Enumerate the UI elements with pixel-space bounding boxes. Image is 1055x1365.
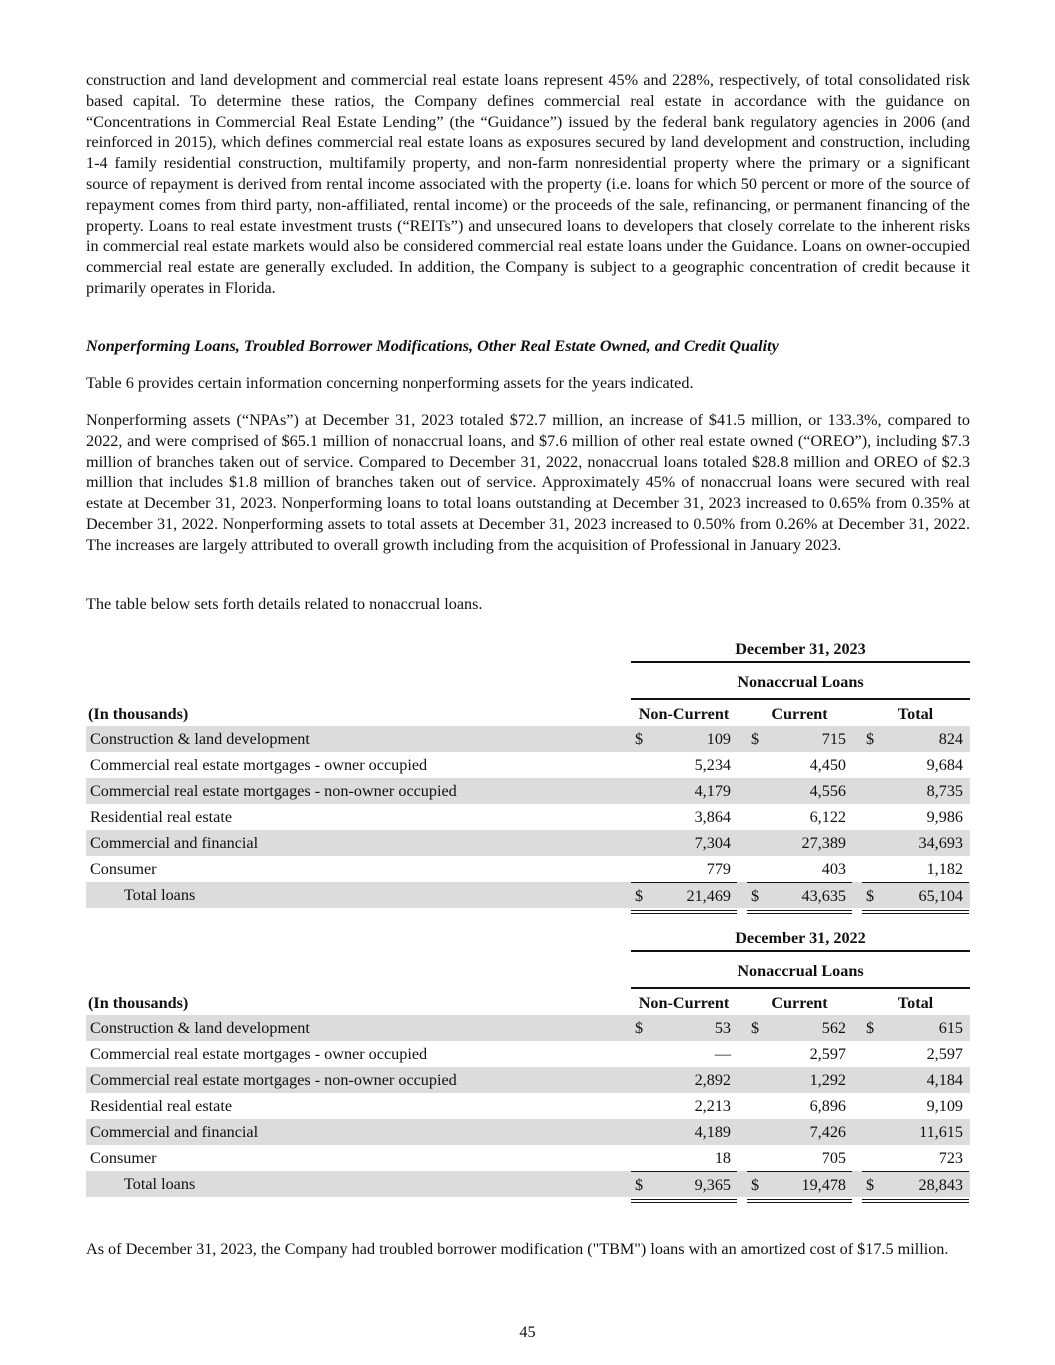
total-cell (862, 752, 969, 778)
non-current-cell (631, 1145, 737, 1171)
total-cell (862, 882, 969, 908)
current-cell (747, 830, 852, 856)
cell-value: 7,426 (809, 1123, 846, 1141)
total-cell (862, 1041, 969, 1067)
currency-symbol: $ (751, 887, 760, 905)
currency-symbol: $ (866, 1176, 875, 1194)
cell-value: 562 (821, 1019, 846, 1037)
unit-label: (In thousands) (88, 705, 189, 723)
table-row (86, 1093, 970, 1119)
non-current-cell (631, 1067, 737, 1093)
cell-value: 403 (821, 860, 846, 878)
cell-value: 2,597 (926, 1045, 963, 1063)
cell-value: 2,597 (809, 1045, 846, 1063)
row-label: Commercial real estate mortgages - non-owner occupied (90, 782, 457, 800)
current-cell (747, 1145, 852, 1171)
non-current-cell (631, 778, 737, 804)
table-row (86, 1015, 970, 1041)
table-body (86, 726, 970, 908)
current-cell (747, 1067, 852, 1093)
column-header-non-current: Non-Current (631, 702, 737, 728)
table-row (86, 1067, 970, 1093)
currency-symbol: $ (635, 887, 644, 905)
non-current-cell (631, 1119, 737, 1145)
cell-value: 4,189 (694, 1123, 731, 1141)
row-label: Residential real estate (90, 808, 233, 826)
total-cell (862, 726, 969, 752)
non-current-cell (631, 1015, 737, 1041)
cell-value: 723 (938, 1149, 963, 1167)
cell-value: 9,986 (926, 808, 963, 826)
table-total-row (86, 1171, 970, 1197)
column-header-current: Current (747, 991, 852, 1017)
row-label: Commercial real estate mortgages - owner occupied (90, 1045, 428, 1063)
non-current-cell (631, 726, 737, 752)
currency-symbol: $ (751, 1019, 760, 1037)
row-label: Commercial real estate mortgages - owner occupied (90, 756, 428, 774)
cell-value: 2,213 (694, 1097, 731, 1115)
non-current-cell (631, 830, 737, 856)
cell-value: 28,843 (918, 1176, 963, 1194)
cell-value: 53 (714, 1019, 731, 1037)
table-group-header: Nonaccrual Loans (631, 671, 970, 700)
non-current-cell (631, 882, 737, 908)
column-header-total: Total (862, 702, 969, 728)
current-cell (747, 778, 852, 804)
cell-value: 9,109 (926, 1097, 963, 1115)
row-label: Total loans (124, 1175, 196, 1193)
cell-value: 705 (821, 1149, 846, 1167)
row-label: Construction & land development (90, 1019, 310, 1037)
cell-value: 4,179 (694, 782, 731, 800)
cell-value: 11,615 (919, 1123, 963, 1141)
current-cell (747, 1119, 852, 1145)
row-label: Commercial and financial (90, 834, 259, 852)
column-header-non-current: Non-Current (631, 991, 737, 1017)
table-group-header: Nonaccrual Loans (631, 960, 970, 989)
table-period-header: December 31, 2022 (631, 926, 970, 952)
current-cell (747, 882, 852, 908)
current-cell (747, 856, 852, 882)
row-label: Consumer (90, 860, 157, 878)
total-cell (862, 804, 969, 830)
currency-symbol: $ (635, 1019, 644, 1037)
section-heading: Nonperforming Loans, Troubled Borrower Modifications, Other Real Estate Owned, and Credit Quality (86, 337, 779, 355)
currency-symbol: $ (866, 1019, 875, 1037)
table-column-headers (86, 991, 970, 1015)
total-cell (862, 1119, 969, 1145)
currency-symbol: $ (751, 730, 760, 748)
cell-value: 18 (714, 1149, 731, 1167)
cell-value: 65,104 (918, 887, 963, 905)
current-cell (747, 1041, 852, 1067)
table-row (86, 1119, 970, 1145)
table-total-row (86, 882, 970, 908)
cell-value: 824 (938, 730, 963, 748)
row-label: Construction & land development (90, 730, 310, 748)
paragraph-table6-intro: Table 6 provides certain information concerning nonperforming assets for the years indicated. (86, 374, 694, 392)
row-label: Residential real estate (90, 1097, 233, 1115)
table-period-header: December 31, 2023 (631, 637, 970, 663)
cell-value: 5,234 (694, 756, 731, 774)
cell-value: 21,469 (686, 887, 731, 905)
current-cell (747, 1015, 852, 1041)
total-cell (862, 1171, 969, 1197)
table-row (86, 778, 970, 804)
current-cell (747, 752, 852, 778)
row-label: Total loans (124, 886, 196, 904)
cell-value: 8,735 (926, 782, 963, 800)
row-label: Commercial and financial (90, 1123, 259, 1141)
paragraph-table-intro: The table below sets forth details related to nonaccrual loans. (86, 595, 483, 613)
cell-value: 9,684 (926, 756, 963, 774)
non-current-cell (631, 1171, 737, 1197)
non-current-cell (631, 1041, 737, 1067)
cell-value: 109 (706, 730, 731, 748)
cell-value: 34,693 (918, 834, 963, 852)
cell-value: 2,892 (694, 1071, 731, 1089)
cell-value: 9,365 (694, 1176, 731, 1194)
column-header-current: Current (747, 702, 852, 728)
current-cell (747, 804, 852, 830)
currency-symbol: $ (635, 1176, 644, 1194)
total-cell (862, 830, 969, 856)
current-cell (747, 726, 852, 752)
cell-value: 3,864 (694, 808, 731, 826)
row-label: Consumer (90, 1149, 157, 1167)
cell-value: 1,292 (809, 1071, 846, 1089)
total-cell (862, 778, 969, 804)
non-current-cell (631, 804, 737, 830)
cell-value: 715 (821, 730, 846, 748)
cell-value: 4,184 (926, 1071, 963, 1089)
currency-symbol: $ (751, 1176, 760, 1194)
total-cell (862, 856, 969, 882)
table-row (86, 752, 970, 778)
cell-value: 27,389 (801, 834, 846, 852)
cell-value: 19,478 (801, 1176, 846, 1194)
column-header-total: Total (862, 991, 969, 1017)
cell-value: 4,556 (809, 782, 846, 800)
unit-label: (In thousands) (88, 994, 189, 1012)
cell-value: 7,304 (694, 834, 731, 852)
paragraph-npa-summary: Nonperforming assets (“NPAs”) at December 31, 2023 totaled $72.7 million, an increase of $41.5 million, or 133.3%, compared to 2022, and were comprised of $65.1 million of nonaccrual loans, and $7.6 million of other real estate owned (“OREO”), including $7.3 million of branches taken out of service. Compared to December 31, 2022, nonaccrual loans totaled $28.8 million and OREO of $2.3 million that includes $1.8 million of branches taken out of service. Approximately 45% of nonaccrual loans were secured with real estate at December 31, 2023. Nonperforming loans to total loans outstanding at December 31, 2023 increased to 0.65% from 0.35% at December 31, 2022. Nonperforming assets to total assets at December 31, 2023 increased to 0.50% from 0.26% at December 31, 2022. The increases are largely attributed to overall growth including from the acquisition of Professional in January 2023. (86, 411, 970, 554)
cell-value: 6,896 (809, 1097, 846, 1115)
non-current-cell (631, 856, 737, 882)
cell-value: 43,635 (801, 887, 846, 905)
cell-value: 615 (938, 1019, 963, 1037)
current-cell (747, 1171, 852, 1197)
non-current-cell (631, 1093, 737, 1119)
table-row (86, 1145, 970, 1171)
cell-value: 4,450 (809, 756, 846, 774)
cell-value: 1,182 (926, 860, 963, 878)
table-row (86, 856, 970, 882)
paragraph-cre-concentration: construction and land development and commercial real estate loans represent 45% and 228%, respectively, of total consolidated risk based capital. To determine these ratios, the Company defines commercial real estate in accordance with the guidance on “Concentrations in Commercial Real Estate Lending” (the “Guidance”) issued by the federal bank regulatory agencies in 2006 (and reinforced in 2015), which defines commercial real estate loans as exposures secured by land development and construction, including 1-4 family residential construction, multifamily property, and non-farm nonresidential property where the primary or a significant source of repayment is derived from rental income associated with the property (i.e. loans for which 50 percent or more of the source of repayment comes from third party, non-affiliated, rental income) or the proceeds of the sale, refinancing, or permanent financing of the property. Loans to real estate investment trusts (“REITs”) and unsecured loans to developers that closely correlate to the inherent risks in commercial real estate markets would also be considered commercial real estate loans under the Guidance. Loans on owner-occupied commercial real estate are generally excluded. In addition, the Company is subject to a geographic concentration of credit because it primarily operates in Florida. (86, 71, 970, 297)
total-cell (862, 1093, 969, 1119)
total-cell (862, 1015, 969, 1041)
table-row (86, 726, 970, 752)
currency-symbol: $ (866, 887, 875, 905)
table-row (86, 804, 970, 830)
cell-value: 779 (706, 860, 731, 878)
non-current-cell (631, 752, 737, 778)
total-cell (862, 1067, 969, 1093)
table-column-headers (86, 702, 970, 726)
table-body (86, 1015, 970, 1197)
table-row (86, 1041, 970, 1067)
currency-symbol: $ (866, 730, 875, 748)
cell-value: — (714, 1045, 731, 1063)
page-number: 45 (519, 1323, 536, 1341)
cell-value: 6,122 (809, 808, 846, 826)
table-row (86, 830, 970, 856)
paragraph-tbm-loans: As of December 31, 2023, the Company had troubled borrower modification ("TBM") loans with an amortized cost of $17.5 million. (86, 1240, 949, 1258)
total-cell (862, 1145, 969, 1171)
currency-symbol: $ (635, 730, 644, 748)
row-label: Commercial real estate mortgages - non-owner occupied (90, 1071, 457, 1089)
current-cell (747, 1093, 852, 1119)
